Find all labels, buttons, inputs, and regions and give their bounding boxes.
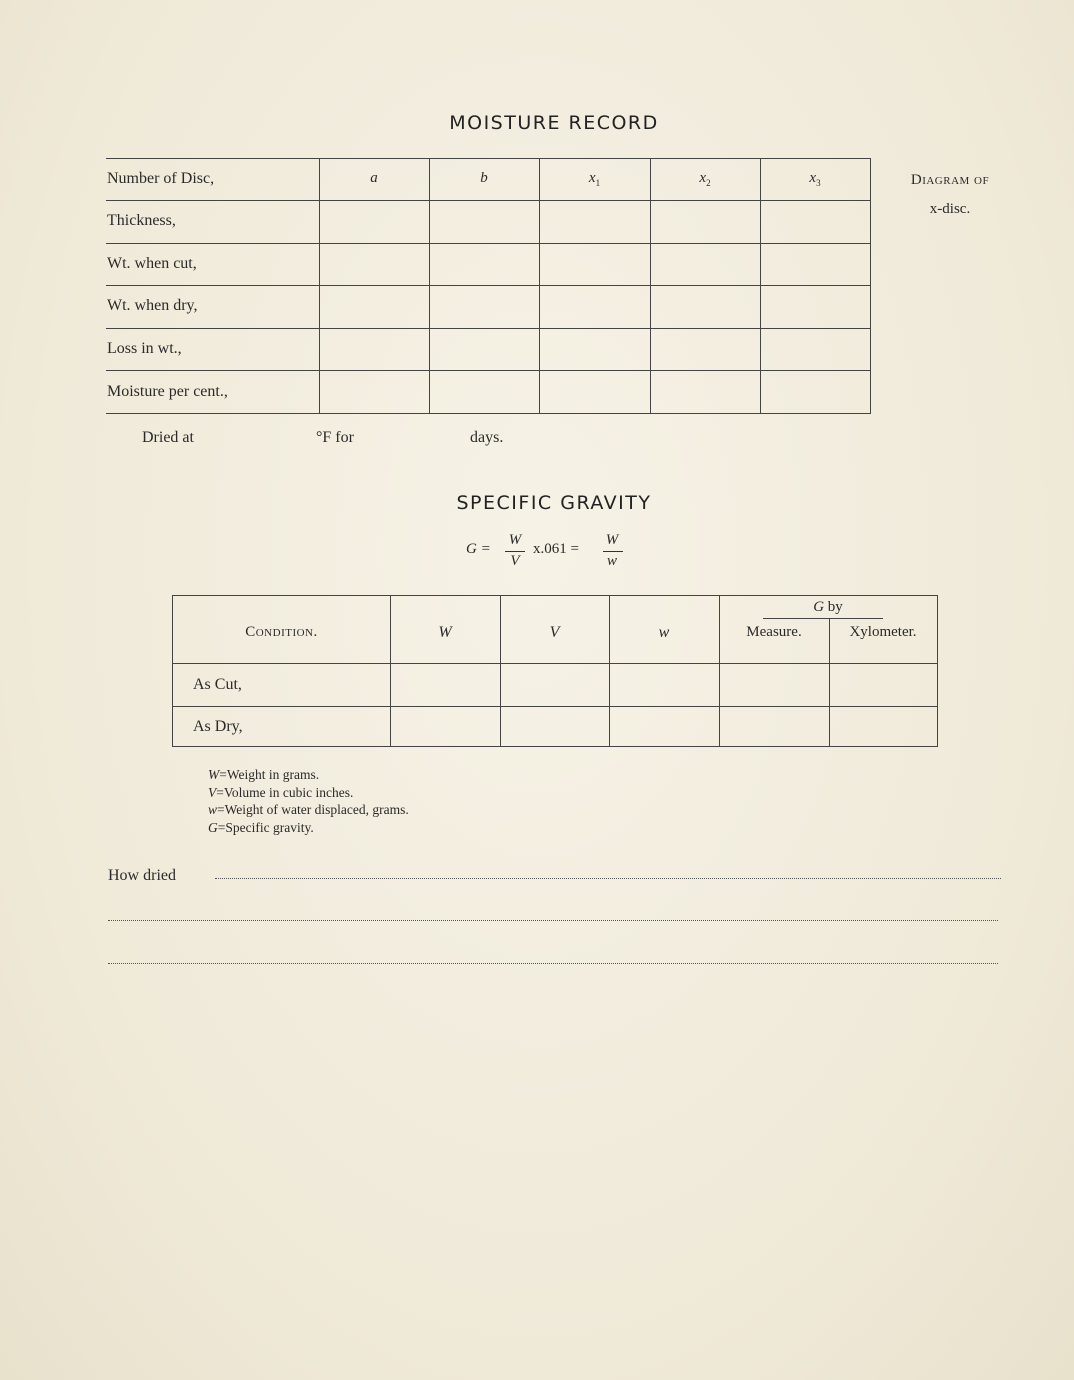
legend-item-w-lower: w=Weight of water displaced, grams. — [208, 802, 409, 817]
moisture-record-title: MOISTURE RECORD — [449, 112, 659, 134]
how-dried-line-3 — [108, 963, 998, 965]
moisture-table — [106, 158, 870, 414]
specific-gravity-title: SPECIFIC GRAVITY — [456, 492, 652, 514]
fraction-2-bar — [603, 551, 623, 552]
column-header-w-upper: W — [438, 624, 452, 641]
column-header-xylometer: Xylometer. — [849, 624, 917, 640]
column-header-measure: Measure. — [746, 624, 802, 640]
column-header-condition: Condition. — [245, 624, 318, 640]
fraction-2-denominator: w — [606, 553, 617, 569]
column-header-v: V — [549, 624, 560, 641]
row-label-loss-in-wt: Loss in wt., — [107, 340, 182, 357]
row-label-as-cut: As Cut, — [193, 676, 242, 693]
legend-item-v: V=Volume in cubic inches. — [208, 784, 354, 800]
how-dried-line-2 — [108, 920, 998, 922]
formula-middle: x.061 = — [533, 541, 579, 557]
formula-g: G = — [466, 541, 491, 557]
x-disc-label: x-disc. — [929, 201, 971, 217]
row-label-moisture-per-cent: Moisture per cent., — [107, 383, 228, 400]
row-label-number-of-disc: Number of Disc, — [107, 170, 215, 187]
diagram-label: Diagram of — [910, 172, 990, 188]
column-header-b: b — [480, 170, 488, 186]
legend-item-w-upper: W=Weight in grams. — [208, 767, 320, 782]
row-label-wt-when-cut: Wt. when cut, — [107, 255, 197, 272]
column-header-a: a — [370, 170, 378, 186]
dried-at-label: Dried at — [142, 429, 194, 446]
row-label-as-dry: As Dry, — [193, 718, 243, 735]
column-header-x3: $x_3$ — [809, 170, 821, 188]
days-label: days. — [470, 429, 504, 446]
column-header-w-lower: w — [658, 624, 670, 641]
column-header-x1: $x_1$ — [588, 170, 601, 188]
row-label-thickness: Thickness, — [107, 212, 176, 229]
specific-gravity-table — [172, 595, 938, 747]
legend-item-g: G=Specific gravity. — [208, 819, 314, 835]
column-header-x2: $x_2$ — [699, 170, 711, 188]
row-label-wt-when-dry: Wt. when dry, — [107, 297, 198, 314]
how-dried-label: How dried — [108, 867, 176, 884]
g-by-header: G by — [813, 599, 843, 615]
fraction-2-numerator: W — [605, 532, 619, 548]
fraction-1-denominator: V — [510, 553, 520, 569]
deg-for-label: °F for — [316, 429, 354, 446]
fraction-1-bar — [505, 551, 525, 552]
how-dried-line-1 — [215, 878, 1001, 880]
symbol-legend — [208, 766, 409, 836]
fraction-1-numerator: W — [508, 532, 522, 548]
